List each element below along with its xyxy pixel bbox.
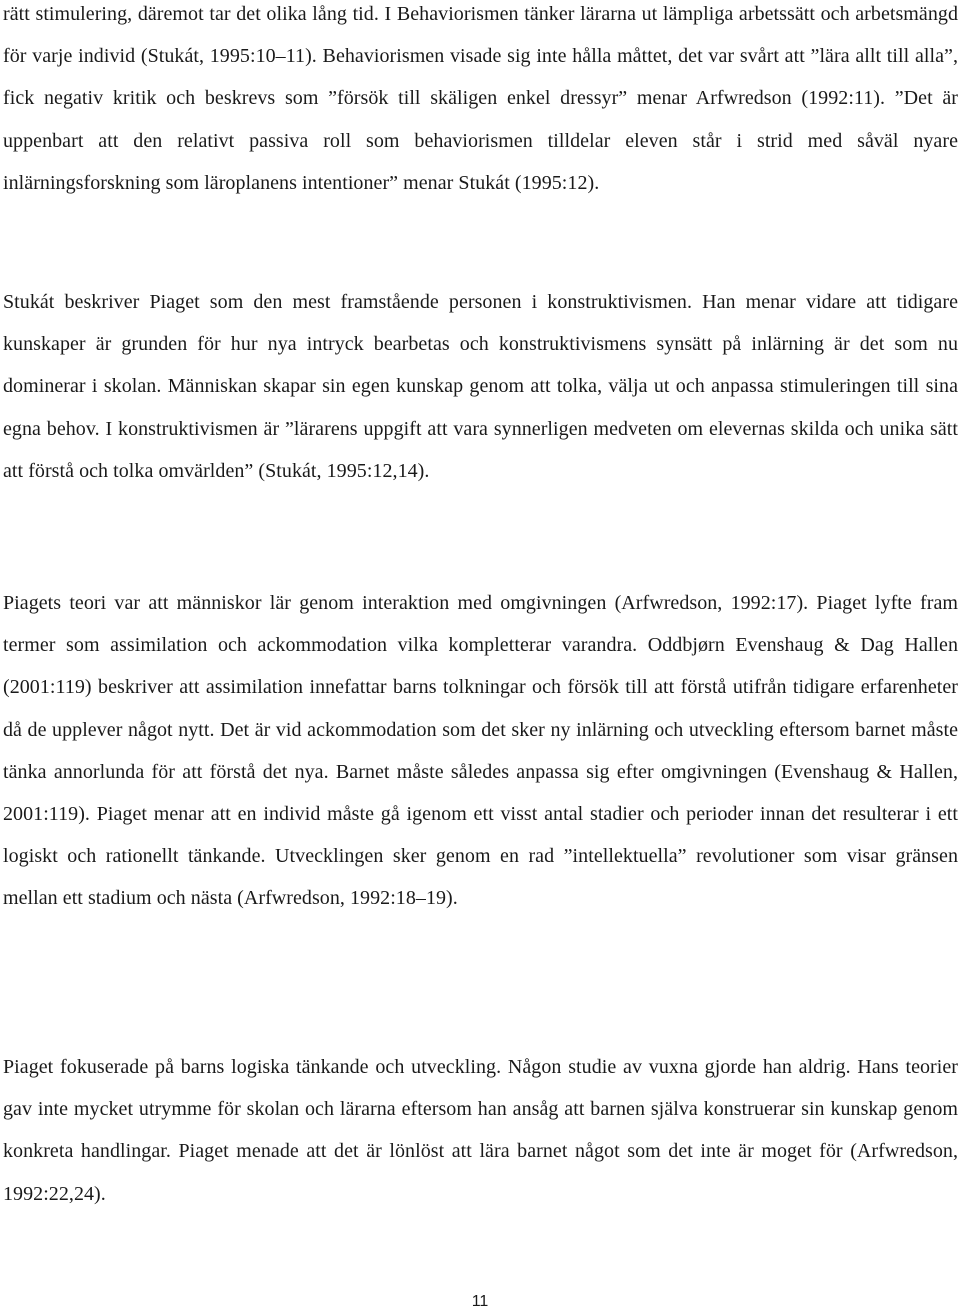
- paragraph-piaget-theory: Piagets teori var att människor lär genom interaktion med omgivningen (Arfwredson, 1992:17). Piaget lyfte fram termer som assimilation och ackommodation vilka kompletterar varandra. Oddbjørn Evenshaug & Dag Hallen (2001:119) beskriver att assimilation innefattar barns tolkningar och försök till att förstå utifrån tidigare erfarenheter då de upplever något nytt. Det är vid ackommodation som det sker ny inlärning och utveckling eftersom barnet måste tänka annorlunda för att förstå det nya. Barnet måste således anpassa sig efter omgivningen (Evenshaug & Hallen, 2001:119). Piaget menar att en individ måste gå igenom ett visst antal stadier och perioder innan det resulterar i ett logiskt och rationellt tänkande. Utvecklingen sker genom en rad ”intellektuella” revolutioner som visar gränsen mellan ett stadium och nästa (Arfwredson, 1992:18–19).: [3, 592, 958, 910]
- paragraph-behaviorism: rätt stimulering, däremot tar det olika lång tid. I Behaviorismen tänker lärarna ut lämpliga arbetssätt och arbetsmängd för varje individ (Stukát, 1995:10–11). Behaviorismen visade sig inte hålla måttet, det var svårt att ”lära allt till alla”, fick negativ kritik och beskrevs som ”försök till skäligen enkel dressyr” menar Arfwredson (1992:11). ”Det är uppenbart att den relativt passiva roll som behaviorismen tilldelar eleven står i strid med såväl nyare inlärningsforskning som läroplanens intentioner” menar Stukát (1995:12).: [3, 3, 958, 194]
- page-number: 11: [471, 1293, 489, 1310]
- paragraph-piaget-children: Piaget fokuserade på barns logiska tänkande och utveckling. Någon studie av vuxna gjorde han aldrig. Hans teorier gav inte mycket utrymme för skolan och lärarna eftersom han ansåg att barnen själva konstruerar sin kunskap genom konkreta handlingar. Piaget menade att det är lönlöst att lära barnet något som det inte är moget för (Arfwredson, 1992:22,24).: [3, 1056, 958, 1205]
- paragraph-constructivism: Stukát beskriver Piaget som den mest framstående personen i konstruktivismen. Han menar vidare att tidigare kunskaper är grunden för hur nya intryck bearbetas och konstruktivismens synsätt på inlärning är det som nu dominerar i skolan. Människan skapar sin egen kunskap genom att tolka, välja ut och anpassa stimuleringen till sina egna behov. I konstruktivismen är ”lärarens uppgift att vara synnerligen medveten om elevernas skilda och unika sätt att förstå och tolka omvärlden” (Stukát, 1995:12,14).: [3, 291, 958, 482]
